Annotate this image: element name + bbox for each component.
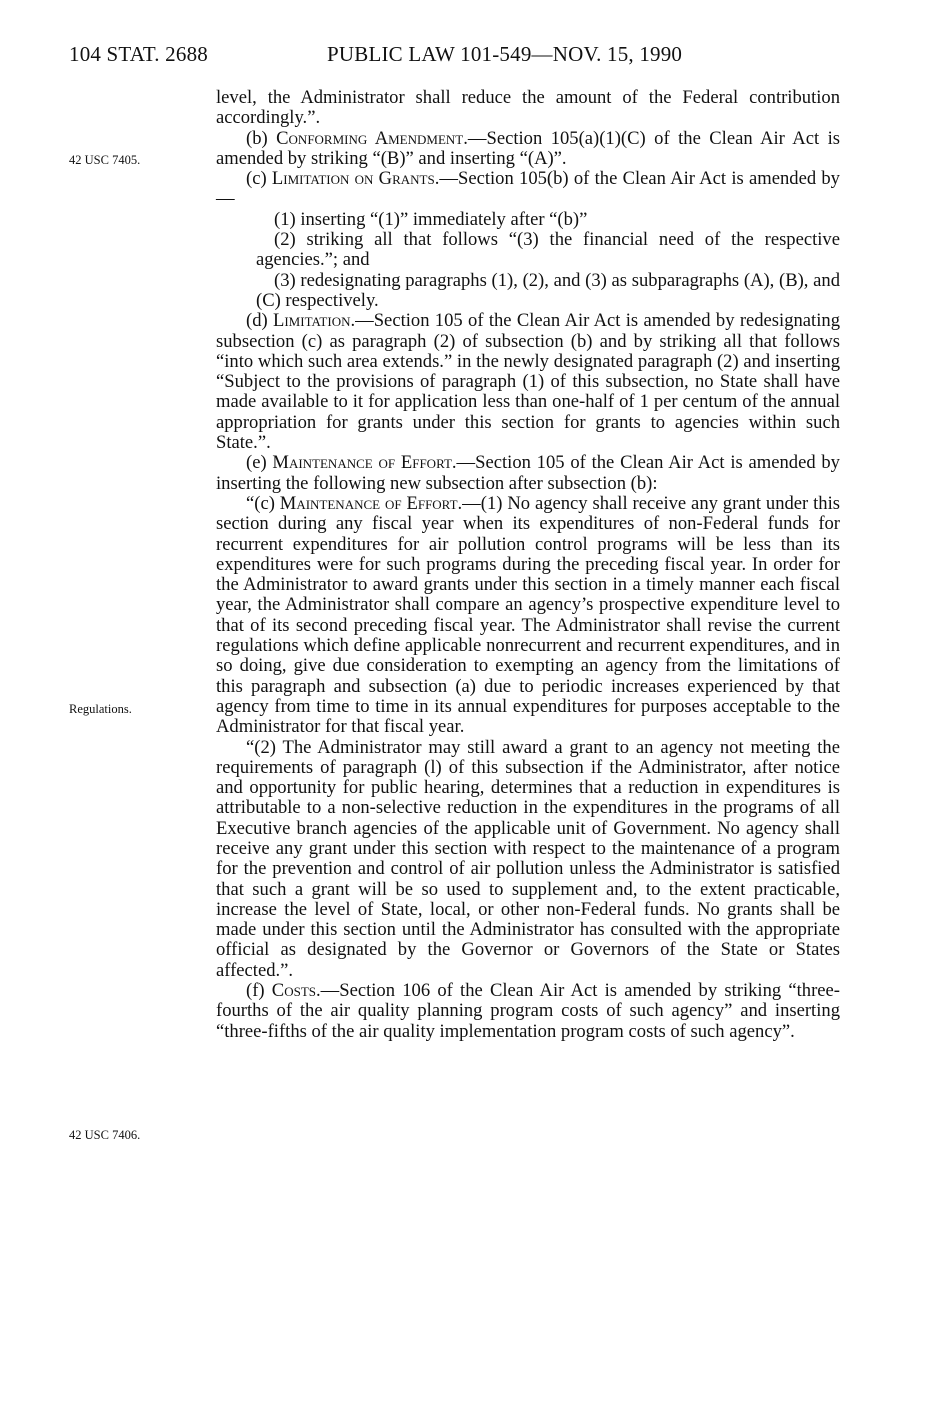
- public-law-title: PUBLIC LAW 101-549—NOV. 15, 1990: [327, 42, 683, 66]
- paragraph-continuation: level, the Administrator shall reduce the amount of the Federal contribution accordingly.”.: [216, 87, 840, 129]
- subsection-d: [216, 311, 840, 453]
- paragraph-c1: (1) inserting “(1)” immediately after “(b)”: [274, 208, 588, 230]
- subsection-e-label: (e): [246, 452, 273, 474]
- subsection-b-text: —Section 105(a)(1)(C) of the Clean Air Act is amended by striking “(B)” and inserting “(A)”.: [216, 127, 840, 169]
- margin-note-42-usc-7405: 42 USC 7405.: [69, 153, 141, 167]
- margin-note-42-usc-7406: 42 USC 7406.: [69, 1128, 141, 1142]
- law-body-text: [216, 88, 840, 1042]
- subsection-f: [216, 981, 840, 1042]
- margin-note-regulations: Regulations.: [69, 702, 132, 716]
- subsection-c: [216, 169, 840, 210]
- subsection-c-label: (c): [246, 168, 272, 190]
- subsection-c-text: —Section 105(b) of the Clean Air Act is amended by—: [216, 168, 840, 210]
- stat-page-number: 104 STAT. 2688: [69, 42, 208, 66]
- subsection-b: [216, 129, 840, 170]
- subsection-f-text: —Section 106 of the Clean Air Act is amended by striking “three-fourths of the air quality planning program costs of such agency” and inserting “three-fifths of the air quality implementation program costs of such agency”.: [216, 980, 840, 1042]
- paragraph-c2: (2) striking all that follows “(3) the financial need of the respective agencies.”; and: [256, 229, 840, 271]
- subsection-b-heading: Conforming Amendment.: [276, 127, 468, 149]
- subsection-d-label: (d): [246, 310, 273, 332]
- subsection-b-label: (b): [246, 127, 277, 149]
- subsection-e-heading: Maintenance of Effort.: [272, 452, 457, 474]
- quoted-subsection-c: [216, 494, 840, 738]
- subsection-c-heading: Limitation on Grants.: [271, 168, 440, 190]
- subsection-f-heading: Costs.: [271, 980, 321, 1002]
- subsection-f-label: (f): [246, 980, 272, 1002]
- quoted-subsection-c-label: “(c): [246, 492, 280, 514]
- subsection-e: [216, 453, 840, 494]
- subsection-e-text: —Section 105 of the Clean Air Act is amended by inserting the following new subsection after subsection (b):: [216, 452, 840, 494]
- quoted-subsection-c-heading: Maintenance of Effort.: [279, 492, 463, 514]
- subsection-d-heading: Limitation.: [273, 310, 356, 332]
- quoted-paragraph-2: “(2) The Administrator may still award a grant to an agency not meeting the requirements of paragraph (l) of this subsection if the Administrator, after notice and opportunity for public hearing, determines that a reduction in expenditures is attributable to a non-selective reduction in the expenditures in the programs of all Executive branch agencies of the applicable unit of Government. No agency shall receive any grant under this section with respect to the maintenance of a program for the prevention and control of air pollution unless the Administrator is satisfied that such a grant will be so used to supplement and, to the extent practicable, increase the level of State, local, or other non-Federal funds. No grants shall be made under this section until the Administrator has consulted with the appropriate official as designated by the Governor or Governors of the State or States affected.”.: [216, 736, 840, 981]
- quoted-subsection-c-text: —(1) No agency shall receive any grant under this section during any fiscal year when its expenditures of non-Federal funds for recurrent expenditures for air pollution control programs will be less than its expenditures were for such programs during the preceding fiscal year. In order for the Administrator to award grants under this section in a timely manner each fiscal year, the Administrator shall compare an agency’s prospective expenditure level to that of its second preceding fiscal year. The Administrator shall revise the current regulations which define applicable nonrecurrent and recurrent expenditures, and in so doing, give due consideration to exempting an agency from the limitations of this paragraph and subsection (a) due to periodic increases experienced by that agency from time to time in its annual expenditures for purposes acceptable to the Administrator for that fiscal year.: [216, 492, 840, 738]
- paragraph-c3: (3) redesignating paragraphs (1), (2), and (3) as subparagraphs (A), (B), and (C) respectively.: [256, 269, 840, 311]
- subsection-d-text: —Section 105 of the Clean Air Act is amended by redesignating subsection (c) as paragraph (2) of subsection (b) and by striking all that follows “into which such area extends.” in the newly designated paragraph (2) and inserting “Subject to the provisions of paragraph (1) of this subsection, no State shall have made available to it for application less than one-half of 1 per centum of the annual appropriation for grants under this section for grants to agencies within such State.”.: [216, 310, 840, 454]
